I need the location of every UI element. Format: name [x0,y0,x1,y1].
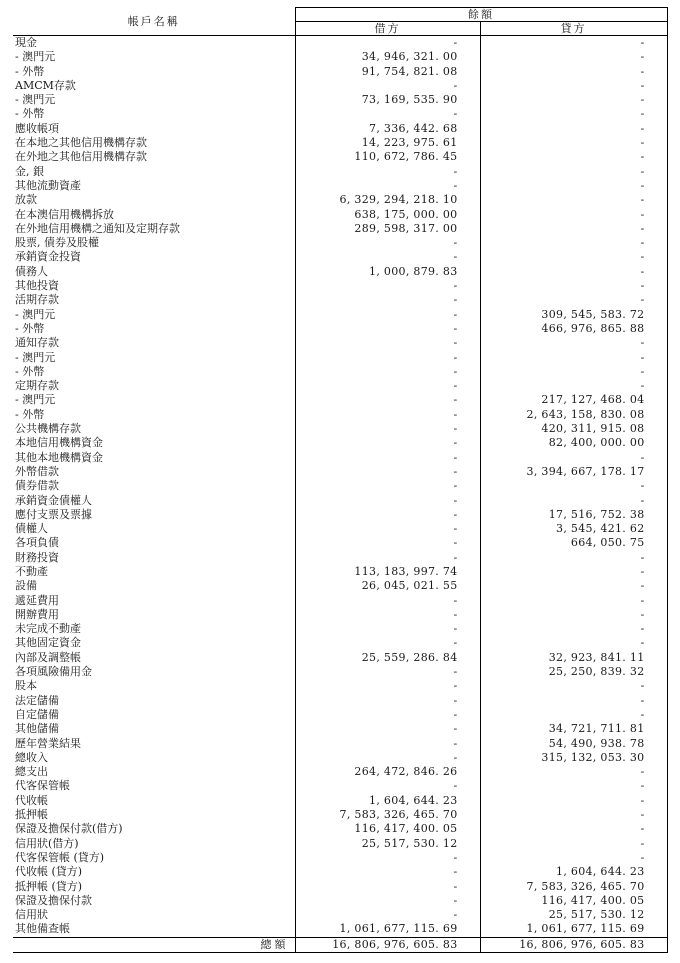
header-row-top [13,8,667,22]
debit-value: - [295,665,480,679]
debit-value: - [295,594,480,608]
debit-value: - [295,636,480,650]
debit-value: - [295,522,480,536]
account-name: 本地信用機構資金 [13,436,295,450]
credit-value: - [480,565,667,579]
account-row [13,479,667,493]
total-debit: 16, 806, 976, 605. 83 [295,937,480,952]
credit-value: - [480,222,667,236]
account-name: 在本澳信用機構拆放 [13,208,295,222]
credit-value: - [480,622,667,636]
debit-value: - [295,880,480,894]
total-row [13,937,667,952]
credit-value: 3, 394, 667, 178. 17 [480,465,667,479]
debit-header: 借方 [295,22,480,36]
account-name: 財務投資 [13,551,295,565]
account-name: 歷年營業結果 [13,737,295,751]
credit-value: - [480,479,667,493]
credit-value: - [480,136,667,150]
credit-value: - [480,837,667,851]
account-name: - 外幣 [13,365,295,379]
account-row [13,193,667,207]
account-name: - 澳門元 [13,393,295,407]
account-name: 法定儲備 [13,694,295,708]
credit-value: - [480,851,667,865]
account-name: 承銷資金債權人 [13,494,295,508]
account-row [13,880,667,894]
credit-value: - [480,694,667,708]
account-row [13,708,667,722]
debit-value: - [295,293,480,307]
credit-value: 3, 545, 421. 62 [480,522,667,536]
account-name: 各項風險備用金 [13,665,295,679]
credit-value: - [480,336,667,350]
debit-value: 25, 517, 530. 12 [295,837,480,851]
account-name: 信用狀 [13,908,295,922]
account-name: 保證及擔保付款(借方) [13,822,295,836]
credit-value: 17, 516, 752. 38 [480,508,667,522]
account-row [13,594,667,608]
account-rows [13,36,667,938]
debit-value: 264, 472, 846. 26 [295,765,480,779]
account-row [13,865,667,879]
account-row [13,408,667,422]
debit-value: - [295,379,480,393]
debit-value: 110, 672, 786. 45 [295,150,480,164]
account-name: 代客保管帳 (貸方) [13,851,295,865]
debit-value: - [295,308,480,322]
account-row [13,751,667,765]
account-row [13,451,667,465]
debit-value: 34, 946, 321. 00 [295,50,480,64]
credit-value: - [480,250,667,264]
credit-value: - [480,293,667,307]
account-row [13,393,667,407]
debit-value: - [295,751,480,765]
debit-value: 116, 417, 400. 05 [295,822,480,836]
debit-value: - [295,608,480,622]
credit-value: - [480,808,667,822]
credit-value: - [480,708,667,722]
account-name: 保證及擔保付款 [13,894,295,908]
credit-value: 315, 132, 053. 30 [480,751,667,765]
account-row [13,565,667,579]
account-row [13,494,667,508]
total-label: 總額 [13,937,295,952]
account-name: 其他儲備 [13,722,295,736]
account-name: - 澳門元 [13,351,295,365]
account-name: 金, 銀 [13,165,295,179]
account-name: - 外幣 [13,408,295,422]
trial-balance-sheet [13,7,667,953]
debit-value: 73, 169, 535. 90 [295,93,480,107]
debit-value: - [295,694,480,708]
account-row [13,122,667,136]
account-name: 公共機構存款 [13,422,295,436]
credit-value: 116, 417, 400. 05 [480,894,667,908]
debit-value: - [295,536,480,550]
account-row [13,922,667,937]
credit-value: - [480,236,667,250]
account-row [13,250,667,264]
credit-value: - [480,165,667,179]
trial-balance-table [13,7,668,953]
credit-value: - [480,150,667,164]
credit-value: 1, 061, 677, 115. 69 [480,922,667,937]
account-row [13,236,667,250]
debit-value: - [295,551,480,565]
debit-value: 26, 045, 021. 55 [295,579,480,593]
debit-value: - [295,679,480,693]
account-row [13,508,667,522]
account-row [13,336,667,350]
credit-value: - [480,179,667,193]
account-name: 抵押帳 [13,808,295,822]
debit-value: - [295,351,480,365]
credit-value: - [480,193,667,207]
account-name: 債權人 [13,522,295,536]
account-row [13,837,667,851]
account-row [13,808,667,822]
credit-value: - [480,551,667,565]
debit-value: - [295,465,480,479]
account-row [13,265,667,279]
debit-value: - [295,436,480,450]
balance-header: 餘額 [295,8,667,22]
account-name-header: 帳戶名稱 [13,8,295,36]
credit-value: 32, 923, 841. 11 [480,651,667,665]
debit-value: 638, 175, 000. 00 [295,208,480,222]
account-row [13,622,667,636]
account-name: 不動產 [13,565,295,579]
account-row [13,50,667,64]
account-name: 代客保管帳 [13,779,295,793]
account-name: 其他流動資產 [13,179,295,193]
account-name: 其他投資 [13,279,295,293]
debit-value: 1, 604, 644. 23 [295,794,480,808]
account-row [13,65,667,79]
credit-value: - [480,822,667,836]
debit-value: - [295,336,480,350]
account-row [13,79,667,93]
account-row [13,794,667,808]
account-row [13,822,667,836]
account-row [13,694,667,708]
account-name: 其他備查帳 [13,922,295,937]
credit-value: - [480,50,667,64]
account-row [13,651,667,665]
account-name: 未完成不動產 [13,622,295,636]
account-row [13,579,667,593]
account-name: 股本 [13,679,295,693]
debit-value: 7, 336, 442. 68 [295,122,480,136]
debit-value: - [295,165,480,179]
credit-value: 34, 721, 711. 81 [480,722,667,736]
debit-value: 1, 061, 677, 115. 69 [295,922,480,937]
account-row [13,436,667,450]
account-name: 總支出 [13,765,295,779]
account-row [13,722,667,736]
account-row [13,608,667,622]
credit-value: 7, 583, 326, 465. 70 [480,880,667,894]
account-name: - 澳門元 [13,308,295,322]
credit-value: - [480,679,667,693]
credit-value: - [480,122,667,136]
debit-value: - [295,494,480,508]
account-row [13,765,667,779]
debit-value: - [295,422,480,436]
debit-value: - [295,393,480,407]
account-row [13,279,667,293]
debit-value: - [295,908,480,922]
account-row [13,208,667,222]
account-name: - 澳門元 [13,93,295,107]
account-name: - 外幣 [13,322,295,336]
account-row [13,293,667,307]
debit-value: 289, 598, 317. 00 [295,222,480,236]
account-row [13,322,667,336]
debit-value: - [295,36,480,51]
account-row [13,422,667,436]
total-credit: 16, 806, 976, 605. 83 [480,937,667,952]
credit-value: 664, 050. 75 [480,536,667,550]
account-row [13,851,667,865]
credit-value: 54, 490, 938. 78 [480,737,667,751]
account-name: - 外幣 [13,107,295,121]
debit-value: - [295,779,480,793]
account-name: 活期存款 [13,293,295,307]
account-name: 內部及調整帳 [13,651,295,665]
debit-value: - [295,865,480,879]
credit-value: - [480,265,667,279]
debit-value: - [295,708,480,722]
credit-value: 25, 250, 839. 32 [480,665,667,679]
credit-value: - [480,379,667,393]
debit-value: - [295,408,480,422]
credit-value: - [480,208,667,222]
account-name: 自定儲備 [13,708,295,722]
debit-value: 6, 329, 294, 218. 10 [295,193,480,207]
account-name: 抵押帳 (貸方) [13,880,295,894]
account-name: - 澳門元 [13,50,295,64]
credit-value: 420, 311, 915. 08 [480,422,667,436]
debit-value: - [295,451,480,465]
account-name: 股票, 債券及股權 [13,236,295,250]
debit-value: - [295,279,480,293]
account-row [13,351,667,365]
debit-value: - [295,179,480,193]
credit-value: - [480,636,667,650]
account-name: 總收入 [13,751,295,765]
debit-value: 14, 223, 975. 61 [295,136,480,150]
account-name: 遞延費用 [13,594,295,608]
account-row [13,737,667,751]
account-name: 應收帳項 [13,122,295,136]
account-name: 設備 [13,579,295,593]
account-name: 代收帳 (貸方) [13,865,295,879]
account-row [13,894,667,908]
credit-value: - [480,794,667,808]
account-name: 開辦費用 [13,608,295,622]
account-row [13,536,667,550]
account-name: - 外幣 [13,65,295,79]
credit-value: 309, 545, 583. 72 [480,308,667,322]
account-name: 債券借款 [13,479,295,493]
account-name: 放款 [13,193,295,207]
account-row [13,308,667,322]
credit-value: - [480,36,667,51]
debit-value: - [295,365,480,379]
debit-value: - [295,508,480,522]
account-name: 其他本地機構資金 [13,451,295,465]
debit-value: - [295,622,480,636]
account-row [13,636,667,650]
debit-value: - [295,250,480,264]
debit-value: 7, 583, 326, 465. 70 [295,808,480,822]
account-row [13,222,667,236]
account-name: AMCM存款 [13,79,295,93]
credit-value: 82, 400, 000. 00 [480,436,667,450]
account-row [13,522,667,536]
credit-value: - [480,765,667,779]
credit-value: - [480,79,667,93]
debit-value: - [295,851,480,865]
credit-value: 2, 643, 158, 830. 08 [480,408,667,422]
account-name: 其他固定資金 [13,636,295,650]
credit-value: - [480,93,667,107]
account-name: 承銷資金投資 [13,250,295,264]
account-name: 在本地之其他信用機構存款 [13,136,295,150]
account-name: 在外地信用機構之通知及定期存款 [13,222,295,236]
account-row [13,36,667,51]
account-row [13,465,667,479]
debit-value: - [295,322,480,336]
account-name: 各項負債 [13,536,295,550]
credit-value: - [480,107,667,121]
account-row [13,93,667,107]
debit-value: - [295,479,480,493]
debit-value: 25, 559, 286. 84 [295,651,480,665]
debit-value: - [295,894,480,908]
debit-value: - [295,737,480,751]
debit-value: - [295,236,480,250]
credit-value: 466, 976, 865. 88 [480,322,667,336]
account-name: 信用狀(借方) [13,837,295,851]
account-name: 通知存款 [13,336,295,350]
account-row [13,379,667,393]
account-name: 在外地之其他信用機構存款 [13,150,295,164]
credit-value: - [480,494,667,508]
credit-value: 217, 127, 468. 04 [480,393,667,407]
account-name: 債務人 [13,265,295,279]
debit-value: - [295,722,480,736]
credit-header: 貸方 [480,22,667,36]
account-row [13,107,667,121]
debit-value: 113, 183, 997. 74 [295,565,480,579]
credit-value: - [480,779,667,793]
account-row [13,908,667,922]
account-row [13,136,667,150]
debit-value: - [295,79,480,93]
credit-value: - [480,451,667,465]
account-row [13,150,667,164]
credit-value: - [480,594,667,608]
credit-value: - [480,608,667,622]
credit-value: 1, 604, 644. 23 [480,865,667,879]
credit-value: - [480,279,667,293]
account-row [13,365,667,379]
account-row [13,165,667,179]
account-name: 定期存款 [13,379,295,393]
account-row [13,179,667,193]
credit-value: - [480,579,667,593]
account-name: 應付支票及票據 [13,508,295,522]
debit-value: 1, 000, 879. 83 [295,265,480,279]
account-row [13,779,667,793]
account-name: 代收帳 [13,794,295,808]
credit-value: - [480,351,667,365]
account-name: 外幣借款 [13,465,295,479]
account-row [13,665,667,679]
account-name: 現金 [13,36,295,51]
account-row [13,551,667,565]
credit-value: - [480,65,667,79]
debit-value: - [295,107,480,121]
credit-value: 25, 517, 530. 12 [480,908,667,922]
account-row [13,679,667,693]
debit-value: 91, 754, 821. 08 [295,65,480,79]
credit-value: - [480,365,667,379]
